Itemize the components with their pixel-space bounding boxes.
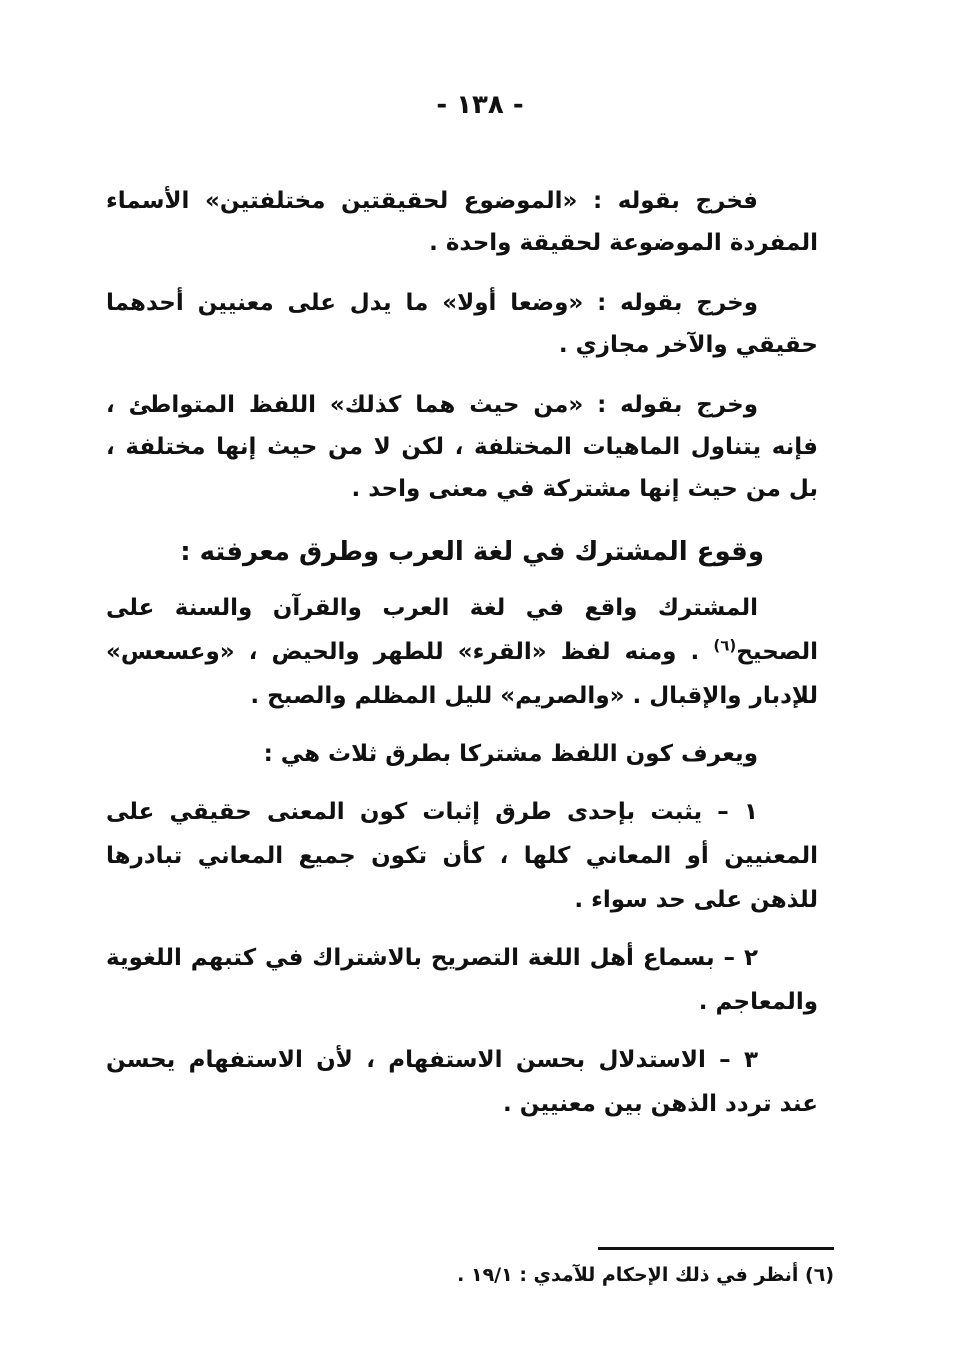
list-item: ١ – يثبت بإحدى طرق إثبات كون المعنى حقيقي على المعنيين أو المعاني كلها ، كأن تكون جميع المعاني تبادرها للذهن على حد سواء . [106,799,818,913]
paragraph: فخرج بقوله : «الموضوع لحقيقتين مختلفتين» الأسماء المفردة الموضوعة لحقيقة واحدة . [106,188,818,256]
paragraph: وخرج بقوله : «وضعا أولا» ما يدل على معنيين أحدهما حقيقي والآخر مجازي . [106,290,818,358]
paragraph-occurrence [106,586,818,718]
paragraph: وخرج بقوله : «من حيث هما كذلك» اللفظ المتواطئ ، فإنه يتناول الماهيات المختلفة ، لكن لا من حيث إنها مختلفة ، بل من حيث إنها مشتركة في معنى واحد . [106,392,818,502]
occurrence-section [106,586,818,1140]
paragraph-methods-intro: ويعرف كون اللفظ مشتركا بطرق ثلاث هي : [263,741,758,767]
paragraph-occurrence-end: . ومنه لفظ «القرء» للطهر والحيض ، «وعسعس» للإدبار والإقبال . «والصريم» لليل المظلم والصبح . [106,639,818,709]
section-heading: وقوع المشترك في لغة العرب وطرق معرفته : [180,537,764,567]
footnote-reference: (٦) [713,636,737,655]
paragraph-occurrence-start: المشترك واقع في لغة العرب والقرآن والسنة على الصحيح [106,595,818,665]
footnote: (٦) أنظر في ذلك الإحكام للآمدي : ١٩/١ . [457,1264,834,1286]
list-item: ٢ – بسماع أهل اللغة التصريح بالاشتراك في كتبهم اللغوية والمعاجم . [106,945,818,1015]
page-number: - ١٣٨ - [436,90,524,120]
footnote-divider [598,1247,834,1250]
definition-exclusions [106,180,818,528]
list-item: ٣ – الاستدلال بحسن الاستفهام ، لأن الاستفهام يحسن عند تردد الذهن بين معنيين . [106,1047,818,1117]
